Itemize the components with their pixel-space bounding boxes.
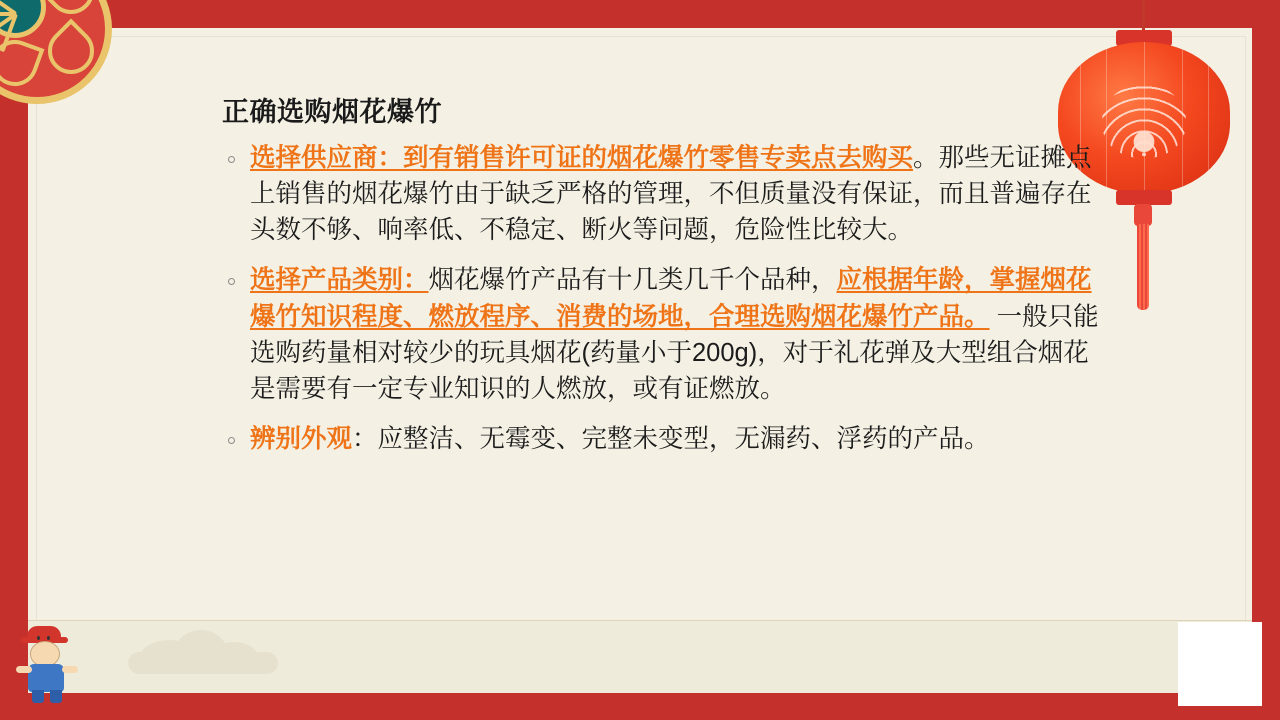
lantern-cord [1142, 0, 1145, 34]
mascot-leg [50, 690, 62, 703]
lantern-tassel-knot [1134, 204, 1152, 226]
bullet-category-highlight: 选择产品类别： [250, 266, 429, 295]
worker-mascot-icon [14, 626, 80, 704]
list-item-appearance [222, 421, 1102, 457]
mascot-body [28, 664, 64, 692]
list-item-category [222, 262, 1102, 407]
list-item-supplier [222, 140, 1102, 249]
slide-content [222, 96, 1102, 471]
lantern-base [1116, 190, 1172, 205]
qr-code-grid [1181, 625, 1259, 703]
cloud-shape [128, 652, 278, 674]
lantern-flower-pattern [1102, 84, 1186, 158]
flower-medallion-icon [0, 0, 142, 124]
page-title: 正确选购烟花爆竹 [222, 97, 442, 127]
lantern-tassel [1137, 224, 1149, 310]
bullet-category-middle: 烟花爆竹产品有十几类几千个品种， [428, 266, 837, 295]
mascot-eye [47, 636, 50, 640]
mascot-arm [16, 666, 32, 673]
mascot-leg [32, 690, 44, 703]
bullet-supplier-text: 。那些无证摊点上销售的烟花爆竹由于缺乏严格的管理，不但质量没有保证，而且普遍存在头数不够、响率低、不稳定、断火等问题，危险性比较大。 [250, 143, 1092, 245]
bullet-list [222, 140, 1102, 458]
bullet-supplier-highlight: 选择供应商：到有销售许可证的烟花爆竹零售专卖点去购买 [250, 143, 914, 172]
bullet-category-highlight-2: 应根据年龄，掌握烟花爆竹知识程度、燃放程序、消费的场地，合理选购烟花爆竹产品。 [250, 266, 1092, 331]
bullet-appearance-highlight: 辨别外观 [250, 425, 353, 454]
bullet-category-text: 一般只能选购药量相对较少的玩具烟花(药量小于200g)，对于礼花弹及大型组合烟花是需要有一定专业知识的人燃放，或有证燃放。 [250, 302, 1099, 403]
bullet-appearance-text: ：应整洁、无霉变、完整未变型，无漏药、浮药的产品。 [352, 425, 990, 454]
mascot-eye [37, 636, 40, 640]
qr-code-icon[interactable] [1178, 622, 1262, 706]
mascot-arm [62, 666, 78, 673]
